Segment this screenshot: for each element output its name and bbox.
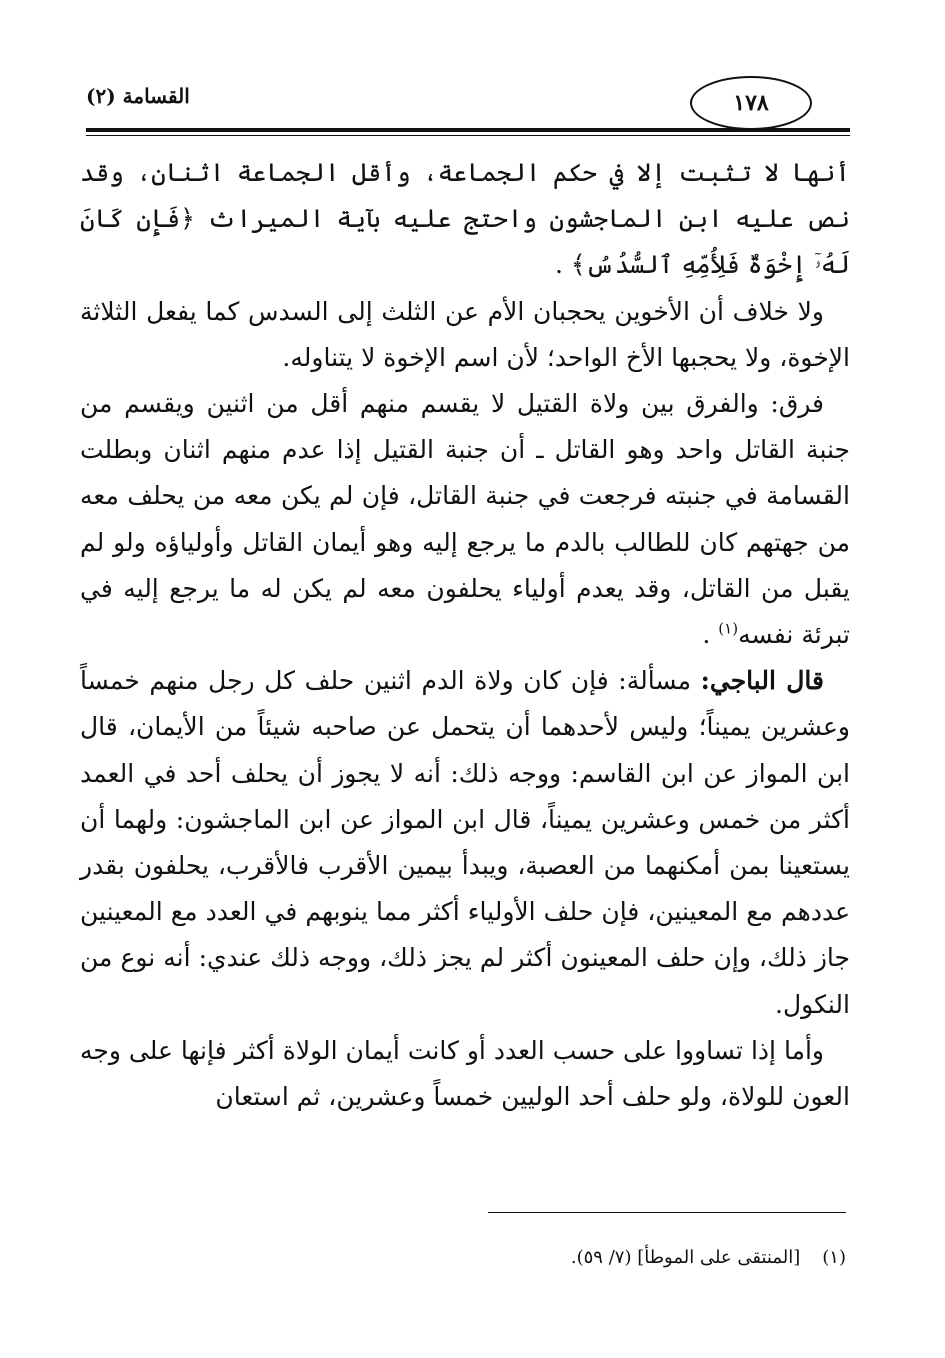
paragraph: ولا خلاف أن الأخوين يحجبان الأم عن الثلث إلى السدس كما يفعل الثلاثة الإخوة، ولا يحجبها الأخ الواحد؛ لأن اسم الإخوة لا يتناوله.	[80, 296, 850, 372]
paragraph: وأما إذا تساووا على حسب العدد أو كانت أيمان الولاة أكثر فإنها على وجه العون للولاة، ولو حلف أحد الوليين خمساً وعشرين، ثم استعان	[80, 1035, 850, 1112]
paragraph-end: .	[702, 620, 711, 650]
paragraph	[80, 150, 850, 289]
header-rule-thin	[86, 135, 850, 136]
paragraph	[80, 658, 850, 1028]
paragraph-text: مسألة: فإن كان ولاة الدم اثنين حلف كل رجل منهم خمساً وعشرين يميناً؛ وليس لأحدهما أن يتحمل عن صاحبه شيئاً من الأيمان، قال ابن المواز عن ابن القاسم: ووجه ذلك: أنه لا يجوز أن يحلف أحد في العمد أكثر من خمس وعشرين يميناً، قال ابن المواز عن ابن الماجشون: ولهما أن يستعينا بمن أمكنهما من العصبة، ويبدأ بيمين الأقرب فالأقرب، يحلفون بقدر عددهم مع المعينين، فإن حلف الأولياء أكثر مما ينوبهم في العدد مع المعينين جاز ذلك، وإن حلف المعينون أكثر لم يجز ذلك، ووجه ذلك عندي: أنه نوع من النكول.	[80, 666, 850, 1019]
paragraph-text: فرق: والفرق بين ولاة القتيل لا يقسم منهم أقل من اثنين ويقسم من جنبة القاتل واحد وهو القاتل ـ أن جنبة القتيل إذا عدم منهم اثنان وبطلت القسامة في جنبته فرجعت في جنبة القاتل، فإن لم يكن معه من يحلف معه من جهتهم كان للطالب بالدم ما يرجع إليه وهو أيمان القاتل وأولياؤه ولو لم يقبل من القاتل، وقد يعدم أولياء يحلفون معه لم يكن له ما يرجع إليه في تبرئة نفسه	[80, 389, 850, 650]
page-number: ١٧٨	[690, 76, 812, 130]
main-text	[80, 150, 850, 1120]
footnote-text: [المنتقى على الموطأ] (٧/ ٥٩).	[570, 1247, 801, 1268]
footnote-marker: (١)	[718, 619, 739, 638]
paragraph-end: .	[554, 250, 563, 280]
footnote	[400, 1244, 846, 1272]
footnote-number: (١)	[822, 1247, 846, 1268]
paragraph-text: أنها لا تثبت إلا في حكم الجماعة، وأقل الجماعة اثنان، وقد نص عليه ابن الماجشون واحتج عليه بآية الميراث	[80, 158, 850, 234]
page-header	[86, 76, 850, 138]
footnote-divider	[488, 1212, 846, 1213]
paragraph	[80, 381, 850, 658]
quran-verse: ﴿فَإِن كَانَ لَهُۥٓ إِخْوَةٌ فَلِأُمِّهِ ٱلسُّدُسُ﴾	[80, 204, 850, 280]
running-title: القسامة (٢)	[86, 84, 190, 108]
quote-attribution: قال الباجي:	[700, 666, 824, 696]
